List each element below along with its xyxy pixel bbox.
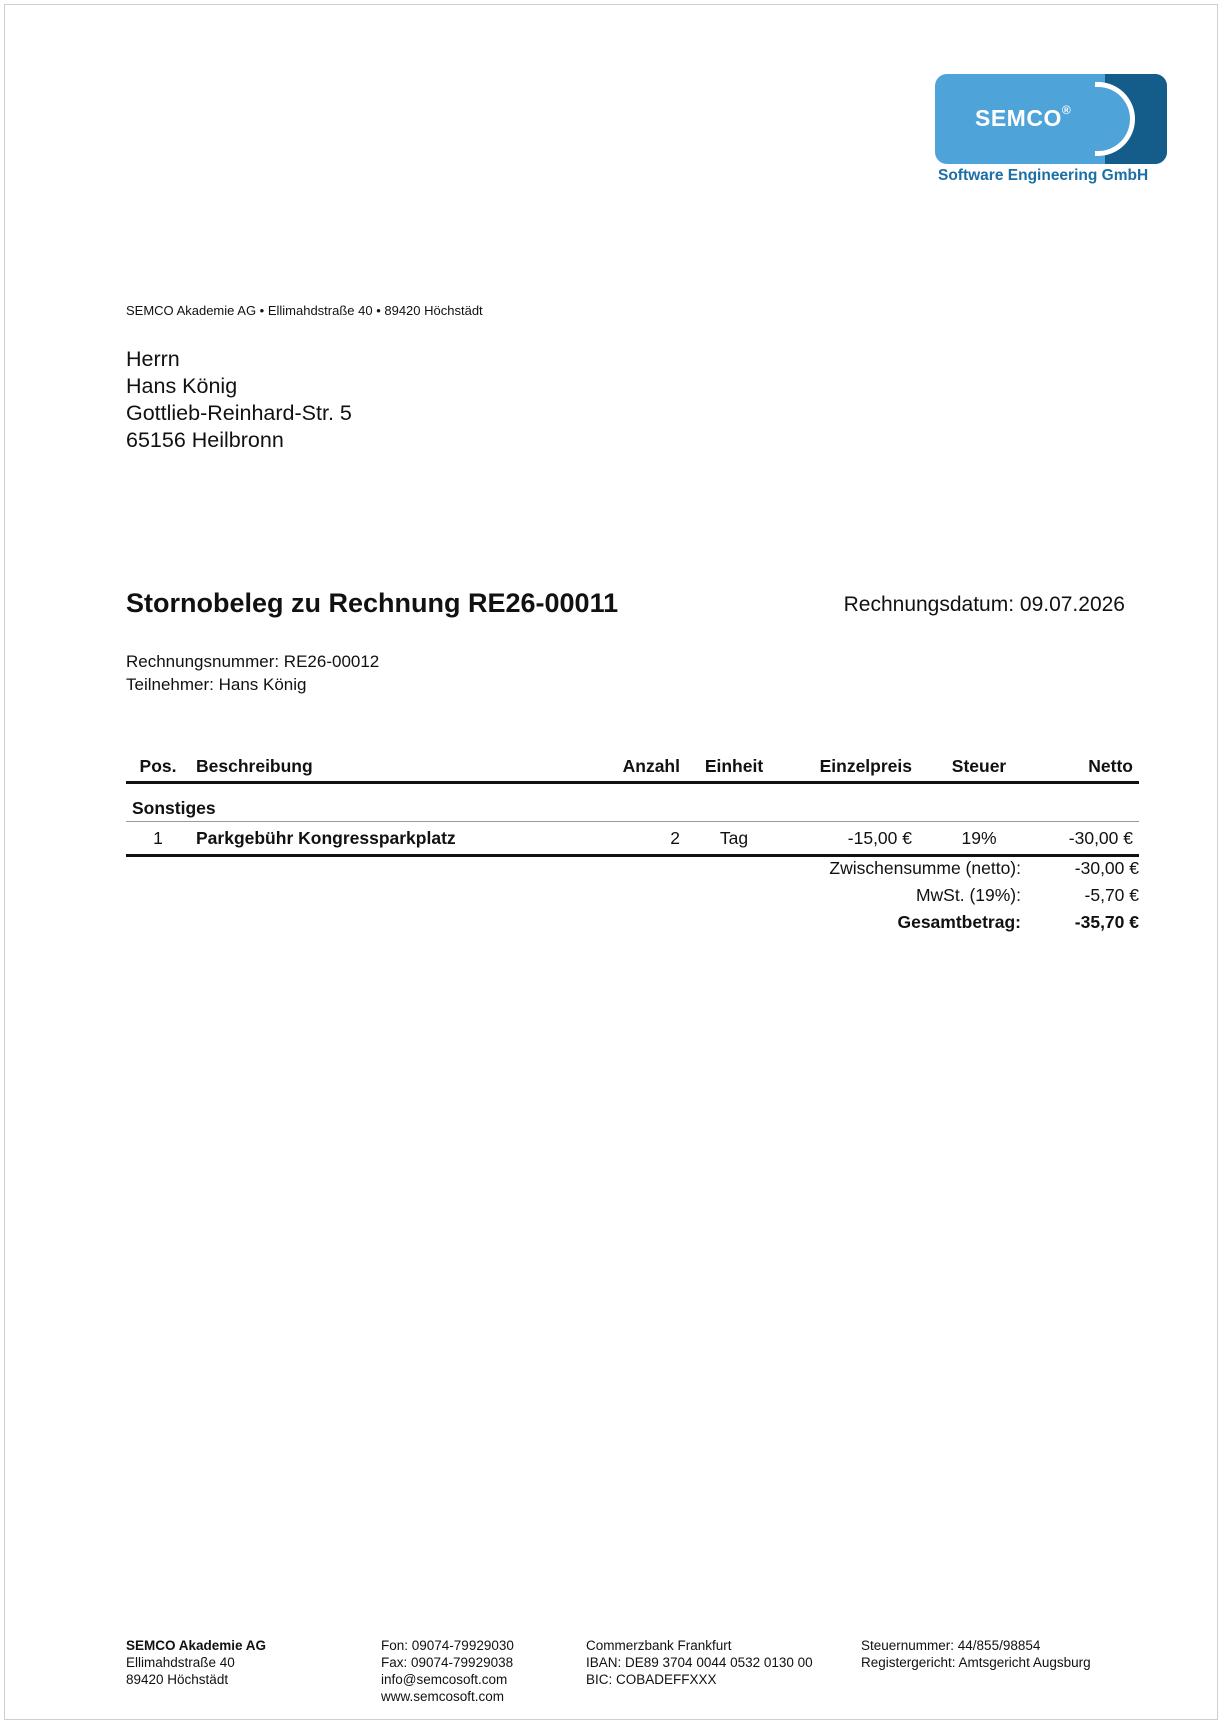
row-quantity: 2 — [610, 822, 686, 856]
document-title: Stornobeleg zu Rechnung RE26-00011 — [126, 588, 619, 618]
participant: Teilnehmer: Hans König — [126, 675, 307, 694]
subtotal-row — [705, 855, 1139, 882]
vat-row — [705, 882, 1139, 909]
group-row — [126, 783, 1139, 822]
document-meta — [126, 650, 379, 696]
footer-iban: IBAN: DE89 3704 0044 0532 0130 00 — [586, 1655, 813, 1670]
total-value: -35,70 € — [1074, 912, 1139, 932]
footer-company-name: SEMCO Akademie AG — [126, 1638, 267, 1653]
table-header-row — [126, 749, 1139, 783]
header-tax: Steuer — [918, 749, 1040, 783]
footer-bank-name: Commerzbank Frankfurt — [586, 1638, 732, 1653]
sender-line: SEMCO Akademie AG • Ellimahdstraße 40 • 89420 Höchstädt — [126, 303, 483, 318]
invoice-page — [4, 4, 1218, 1720]
footer-bic: BIC: COBADEFFXXX — [586, 1672, 717, 1687]
row-unit: Tag — [686, 822, 782, 856]
table-row — [126, 822, 1139, 856]
line-items-table — [126, 749, 1139, 857]
company-logo — [935, 74, 1167, 186]
footer-court: Registergericht: Amtsgericht Augsburg — [861, 1655, 1091, 1670]
footer-email: info@semcosoft.com — [381, 1672, 508, 1687]
footer-bank — [586, 1637, 813, 1688]
total-label: Gesamtbetrag: — [897, 912, 1021, 932]
vat-label: MwSt. (19%): — [915, 885, 1021, 905]
registered-mark: ® — [1061, 103, 1072, 117]
footer-company-city: 89420 Höchstädt — [126, 1672, 229, 1687]
vat-value: -5,70 € — [1084, 885, 1139, 905]
row-unit-price: -15,00 € — [782, 822, 918, 856]
header-net: Netto — [1040, 749, 1139, 783]
recipient-city: 65156 Heilbronn — [126, 428, 284, 452]
header-pos: Pos. — [126, 749, 190, 783]
footer-company-street: Ellimahdstraße 40 — [126, 1655, 235, 1670]
header-description: Beschreibung — [190, 749, 610, 783]
invoice-date: Rechnungsdatum: 09.07.2026 — [843, 593, 1125, 616]
subtotal-label: Zwischensumme (netto): — [829, 858, 1021, 878]
invoice-number: Rechnungsnummer: RE26-00012 — [126, 652, 380, 671]
row-description: Parkgebühr Kongressparkplatz — [190, 822, 610, 856]
header-quantity: Anzahl — [610, 749, 686, 783]
logo-name: SEMCO — [975, 105, 1062, 131]
totals-block — [705, 855, 1139, 936]
recipient-salutation: Herrn — [126, 347, 180, 371]
header-unit-price: Einzelpreis — [782, 749, 918, 783]
recipient-name: Hans König — [126, 374, 238, 398]
footer-fax: Fax: 09074-79929038 — [381, 1655, 514, 1670]
footer-tax-number: Steuernummer: 44/855/98854 — [861, 1638, 1041, 1653]
logo-tagline: Software Engineering GmbH — [938, 167, 1149, 184]
footer-phone: Fon: 09074-79929030 — [381, 1638, 514, 1653]
subtotal-value: -30,00 € — [1074, 858, 1139, 878]
footer-contact — [381, 1637, 514, 1705]
recipient-street: Gottlieb-Reinhard-Str. 5 — [126, 401, 352, 425]
footer-company — [126, 1637, 266, 1688]
footer-website: www.semcosoft.com — [381, 1689, 505, 1704]
total-row — [705, 909, 1139, 936]
row-net: -30,00 € — [1040, 822, 1139, 856]
recipient-address — [126, 346, 352, 454]
footer-legal — [861, 1637, 1091, 1671]
header-unit: Einheit — [686, 749, 782, 783]
group-label: Sonstiges — [126, 783, 1139, 822]
row-pos: 1 — [126, 822, 190, 856]
logo-badge — [935, 74, 1167, 164]
row-tax: 19% — [918, 822, 1040, 856]
